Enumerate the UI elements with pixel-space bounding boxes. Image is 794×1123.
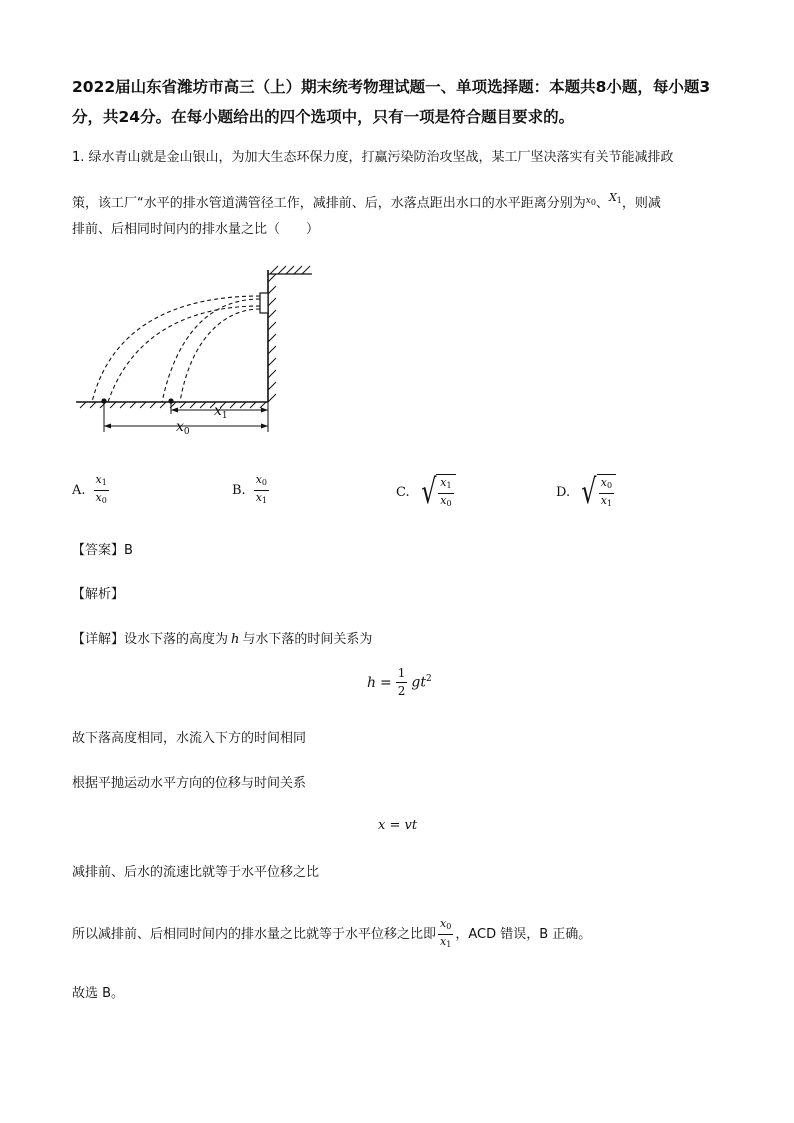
ratio-fraction: $\frac{x_0}{x_1}$ bbox=[440, 917, 452, 949]
answer-tag: 【答案】 bbox=[72, 543, 125, 558]
option-c-sqrt: √ $\frac{x_1}{x_0}$ bbox=[418, 474, 456, 510]
answer-value: B bbox=[124, 543, 133, 558]
option-b-fraction: $\frac{x_0}{x_1}$ bbox=[255, 473, 267, 505]
dimension-arrows bbox=[104, 408, 268, 429]
analysis-tag: 【解析】 bbox=[72, 587, 125, 602]
detail-line-4: 减排前、后水的流速比就等于水平位移之比 bbox=[72, 865, 320, 880]
detail-line-1: 【详解】设水下落的高度为 h 与水下落的时间关系为 bbox=[72, 632, 373, 647]
pipe-outlet bbox=[260, 293, 268, 313]
formula-horizontal: x = vt bbox=[378, 818, 418, 833]
detail-line-6: 故选 B。 bbox=[72, 986, 125, 1001]
var-x0: x0 bbox=[585, 196, 596, 207]
water-trajectories bbox=[92, 296, 260, 402]
separator: 、 bbox=[595, 196, 609, 211]
question-line-2-text: 策，该工厂“水平的排水管道满管径工作，减排前、后，水落点距出水口的水平距离分别为 bbox=[72, 196, 586, 211]
detail-line-2: 故下落高度相同，水流入下方的时间相同 bbox=[72, 731, 307, 746]
option-a-fraction: $\frac{x_1}{x_0}$ bbox=[95, 473, 107, 505]
option-d[interactable]: D. √ $\frac{x_0}{x_1}$ bbox=[556, 474, 616, 510]
var-x1: X1 bbox=[608, 191, 622, 205]
wall bbox=[268, 270, 276, 402]
option-b[interactable]: B. $\frac{x_0}{x_1}$ bbox=[232, 473, 267, 505]
option-c[interactable]: C. √ $\frac{x_1}{x_0}$ bbox=[396, 474, 456, 510]
question-line-3: 排前、后相同时间内的排水量之比（ ） bbox=[72, 222, 320, 237]
label-x1: $x_1$ bbox=[214, 403, 228, 421]
answer-line bbox=[72, 541, 133, 561]
formula-free-fall: h = $\frac{1}{2}$ $gt^2$ bbox=[367, 666, 432, 698]
option-d-sqrt: √ $\frac{x_0}{x_1}$ bbox=[578, 474, 616, 510]
ceiling-hatch bbox=[268, 266, 312, 274]
label-x0: $x_0$ bbox=[176, 419, 190, 437]
detail-tag: 【详解】 bbox=[72, 632, 125, 647]
question-line-2-end: ，则减 bbox=[621, 196, 661, 211]
detail-line-5: 所以减排前、后相同时间内的排水量之比就等于水平位移之比即 $\frac{x_0}{x_1}$ ，ACD 错误，B 正确。 bbox=[72, 917, 592, 949]
detail-line-3: 根据平抛运动水平方向的位移与时间关系 bbox=[72, 776, 307, 791]
question-line-1: 1. 绿水青山就是金山银山，为加大生态环保力度，打赢污染防治攻坚战，某工厂坚决落实有关节能减排政 bbox=[72, 150, 674, 165]
question-line-2 bbox=[72, 188, 732, 214]
page-title: 2022届山东省潍坊市高三（上）期末统考物理试题一、单项选择题：本题共8小题，每小题3分，共24分。在每小题给出的四个选项中，只有一项是符合题目要求的。 bbox=[72, 78, 711, 126]
drainage-diagram bbox=[72, 262, 322, 442]
option-a[interactable]: A. $\frac{x_1}{x_0}$ bbox=[72, 473, 107, 505]
